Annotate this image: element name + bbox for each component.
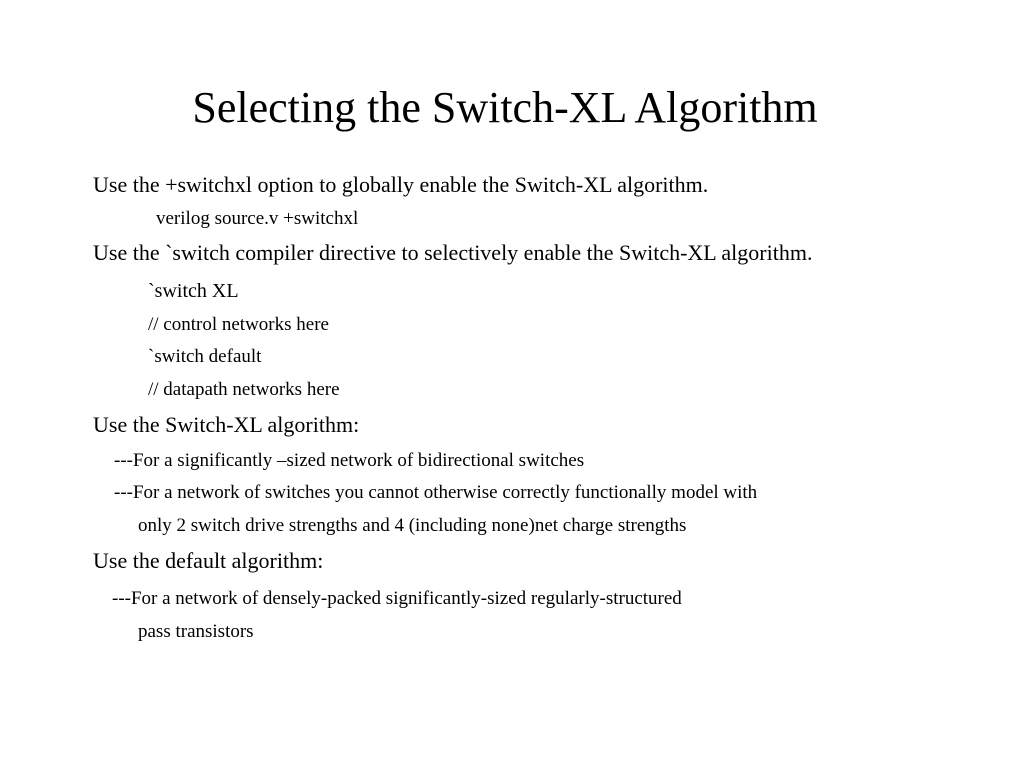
bullet-default-algorithm: Use the default algorithm:	[93, 548, 324, 573]
code-switch-default: `switch default	[148, 346, 262, 367]
code-comment-control: // control networks here	[148, 314, 329, 335]
sub-bullet-densely-packed: ---For a network of densely-packed significantly-sized regularly-structured	[112, 588, 682, 609]
code-comment-datapath: // datapath networks here	[148, 379, 340, 400]
sub-bullet-bidirectional: ---For a significantly –sized network of bidirectional switches	[114, 450, 585, 471]
sub-bullet-pass-transistors: pass transistors	[138, 621, 254, 642]
code-command-line: verilog source.v +switchxl	[156, 208, 359, 229]
sub-bullet-network-switches: ---For a network of switches you cannot otherwise correctly functionally model with	[114, 482, 758, 503]
bullet-use-switchxl: Use the Switch-XL algorithm:	[93, 412, 360, 437]
code-switch-xl: `switch XL	[148, 280, 239, 302]
slide-title: Selecting the Switch-XL Algorithm	[192, 83, 818, 132]
bullet-switchxl-option: Use the +switchxl option to globally enable the Switch-XL algorithm.	[93, 172, 709, 197]
sub-bullet-continuation: only 2 switch drive strengths and 4 (including none)net charge strengths	[138, 515, 687, 536]
bullet-switch-directive: Use the `switch compiler directive to selectively enable the Switch-XL algorithm.	[93, 240, 813, 265]
